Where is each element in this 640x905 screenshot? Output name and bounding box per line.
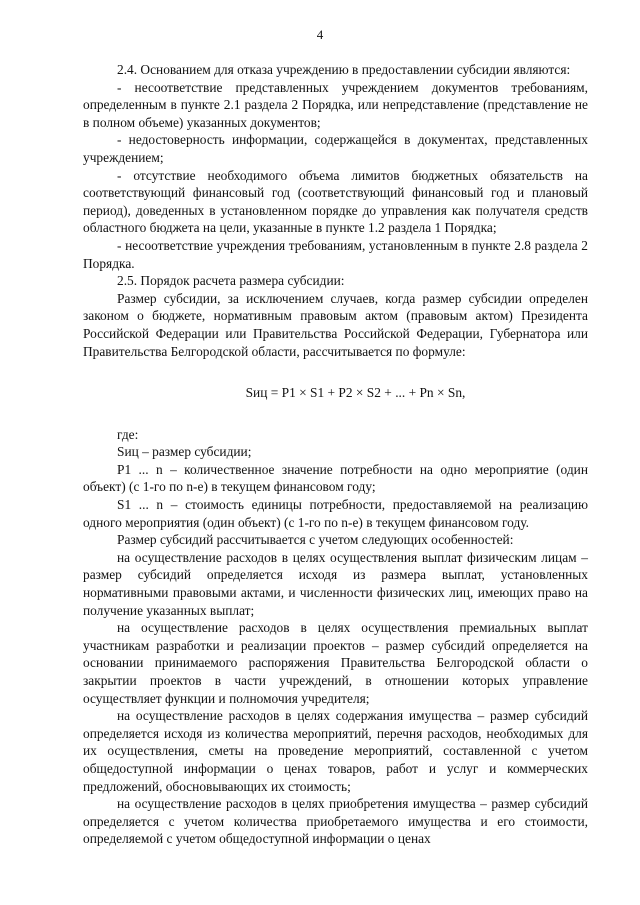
paragraph: Размер субсидий рассчитывается с учетом следующих особенностей:	[117, 532, 514, 548]
paragraph: 2.5. Порядок расчета размера субсидии:	[117, 273, 345, 289]
paragraph: на осуществление расходов в целях приобретения имущества – размер субсидий определяется с учетом количества приобретаемого имущества и его стоимости, определяемой с учетом общедоступной информации о ценах	[83, 796, 588, 847]
paragraph: - недостоверность информации, содержащейся в документах, представленных учреждением;	[83, 132, 588, 165]
subsidy-formula: Sиц = P1 × S1 + P2 × S2 + ... + Pn × Sn,	[245, 385, 466, 401]
paragraph: S1 ... n – стоимость единицы потребности, предоставляемой на реализацию одного мероприятия (один объект) (с 1-го по n-е) в текущем финансовом году.	[83, 497, 588, 530]
paragraph: 2.4. Основанием для отказа учреждению в предоставлении субсидии являются:	[117, 62, 571, 77]
paragraph: - несоответствие представленных учреждением документов требованиям, определенным в пункте 2.1 раздела 2 Порядка, или непредставление (представление не в полном объеме) указанных документов;	[83, 79, 588, 130]
document-body	[83, 61, 588, 848]
paragraph: Sиц – размер субсидии;	[117, 444, 252, 460]
paragraph: - отсутствие необходимого объема лимитов бюджетных обязательств на соответствующий финансовый год (соответствующий финансовый год и плановый период), доведенных в установленном порядке до управления как получателя средств областного бюджета на цели, указанные в пункте 1.2 раздела 1 Порядка;	[83, 167, 588, 236]
paragraph: на осуществление расходов в целях осуществления выплат физическим лицам – размер субсидий определяется исходя из размера выплат, установленных нормативными правовыми актами, и численности физических лиц, имеющих право на получение указанных выплат;	[83, 549, 588, 618]
paragraph: P1 ... n – количественное значение потребности на одно мероприятие (один объект) (с 1-го по n-е) в текущем финансовом году;	[83, 461, 588, 495]
paragraph: где:	[117, 426, 139, 442]
paragraph: на осуществление расходов в целях осуществления премиальных выплат участникам разработки и реализации проектов – размер субсидий определяется на основании принимаемого распоряжения Правительства Белгородской области о закрытии проектов в части учреждений, в отношении которых управление осуществляет функции и полномочия учредителя;	[83, 620, 588, 706]
page-number: 4	[316, 27, 324, 42]
paragraph: Размер субсидии, за исключением случаев, когда размер субсидии определен законом о бюджете, нормативным правовым актом (правовым актом) Президента Российской Федерации или Правительства Российской Федерации, Губернатора или Правительства Белгородской области, рассчитывается по формуле:	[83, 290, 588, 359]
paragraph: - несоответствие учреждения требованиям, установленным в пункте 2.8 раздела 2 Порядка.	[83, 237, 588, 271]
paragraph: на осуществление расходов в целях содержания имущества – размер субсидий определяется исходя из количества мероприятий, перечня расходов, необходимых для их осуществления, сметы на проведение мероприятий, составленной с учетом общедоступной информации о ценах товаров, работ и услуг и коммерческих предложений, обосновывающих их стоимость;	[83, 708, 588, 794]
